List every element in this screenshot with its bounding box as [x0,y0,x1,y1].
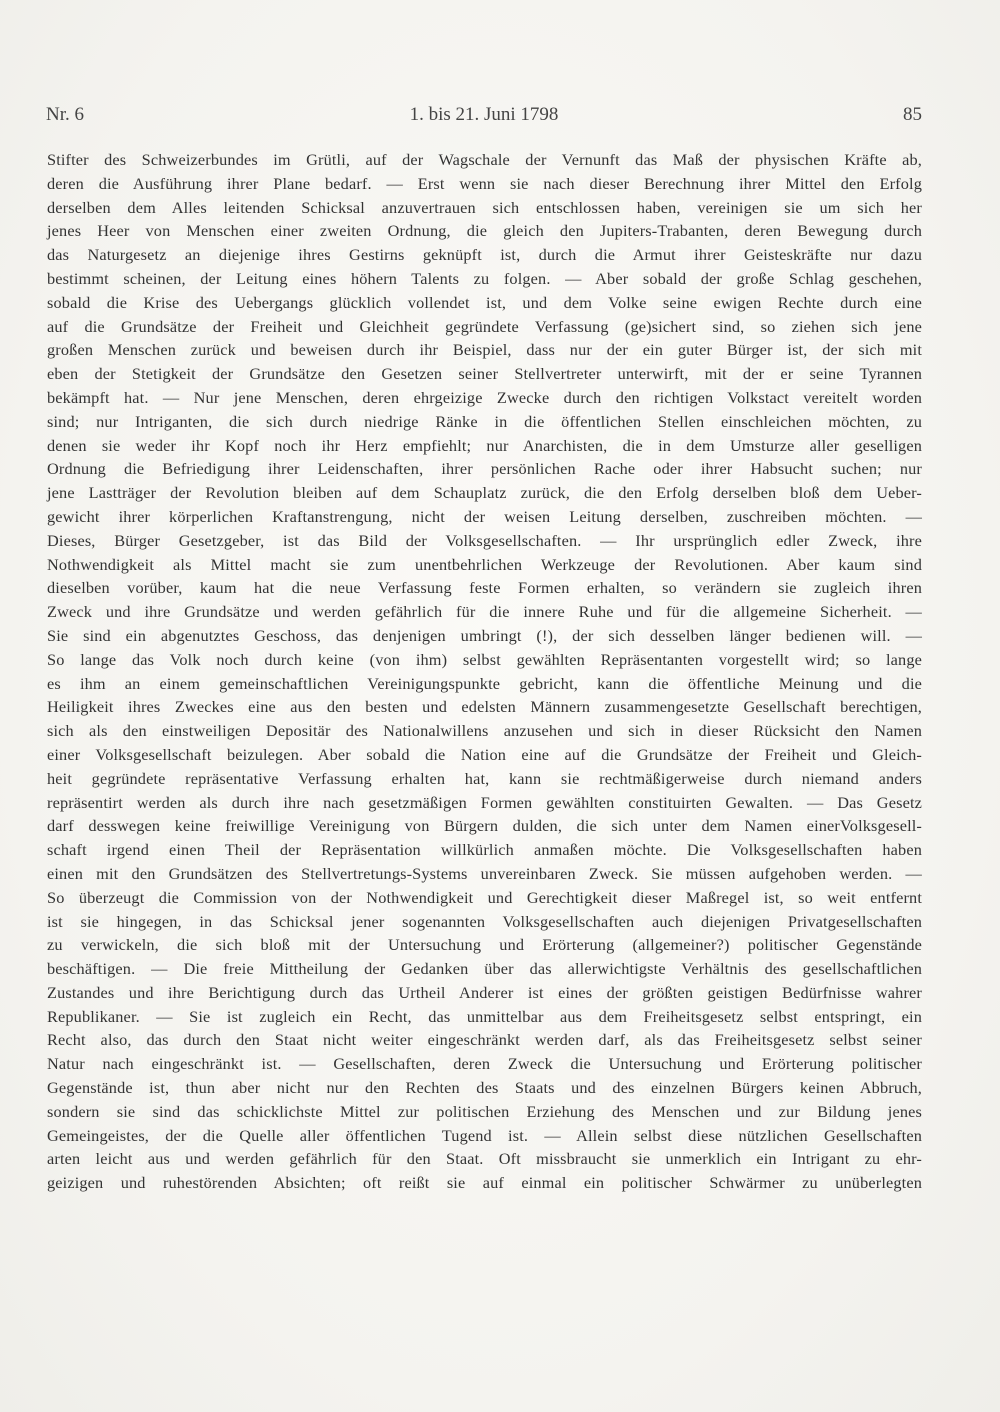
text-line: Zweck und ihre Grundsätze und werden gefährlich für die innere Ruhe und für die allgemeine Sicherheit. — [47,602,922,622]
running-header [46,104,922,128]
text-line: Gegenstände ist, thun aber nicht nur den Rechten des Staats und des einzelnen Bürgers keinen Abbruch, [47,1078,922,1098]
text-line: heit gegründete repräsentative Verfassung erhalten hat, kann sie rechtmäßigerweise durch niemand anders [47,768,922,788]
issue-date: 1. bis 21. Juni 1798 [409,104,559,125]
text-line: sich als den einstweiligen Depositär des Nationalwillens anzusehen und sich in dieser Rücksicht den Namen [47,721,922,741]
text-line: Dieses, Bürger Gesetzgeber, ist das Bild der Volksgesellschaften. — Ihr ursprünglich edler Zweck, ihre [47,530,922,550]
text-line: geizigen und ruhestörenden Absichten; oft reißt sie auf einmal ein politischer Schwärmer zu unüberlegten [47,1173,922,1193]
text-line: arten leicht aus und werden gefährlich für den Staat. Oft missbraucht sie unmerklich ein Intrigant zu ehr- [47,1149,922,1169]
issue-number: Nr. 6 [46,104,84,125]
text-line: Recht also, das durch den Staat nicht weiter eingeschränkt werden darf, als das Freiheitsgesetz selbst seiner [47,1030,922,1050]
text-line: jenes Heer von Menschen einer zweiten Ordnung, die gleich den Jupiters-Trabanten, deren Bewegung durch [47,221,922,241]
text-line: denen sie weder ihr Kopf noch ihr Herz empfiehlt; nur Anarchisten, die in dem Umsturze aller geselligen [47,435,922,455]
text-line: Republikaner. — Sie ist zugleich ein Recht, das unmittelbar aus dem Freiheitsgesetz selbst entspringt, ein [47,1006,922,1026]
text-line: zu verwickeln, die sich bloß mit der Untersuchung und Erörterung (allgemeiner?) politischer Gegenstände [47,935,922,955]
text-line: sobald die Krise des Uebergangs glücklich vollendet ist, und dem Volke seine ewigen Rechte durch eine [47,292,922,312]
text-line: derselben dem Alles leitenden Schicksal anzuvertrauen sich entschlossen haben, vereinigen sie um sich her [47,197,922,217]
text-line: großen Menschen zurück und beweisen durch ihr Beispiel, dass nur der ein guter Bürger ist, der sich mit [47,340,922,360]
text-line: ist sie hingegen, in das Schicksal jener sogenannten Volksgesellschaften auch diejenigen Privatgesellschaften [47,911,922,931]
text-line: sind; nur Intriganten, die sich durch niedrige Ränke in die öffentlichen Stellen einschleichen möchten, zu [47,411,922,431]
text-line: sondern sie sind das schicklichste Mittel zur politischen Erziehung des Menschen und zur Bildung jenes [47,1101,922,1121]
text-line: einen mit den Grundsätzen des Stellvertretungs-Systems unvereinbaren Zweck. Sie müssen aufgehoben werden. — [47,863,922,883]
text-line: Heiligkeit ihres Zweckes eine aus den besten und edelsten Männern zusammengesetzte Gesellschaft berechtigen, [47,697,922,717]
text-line: auf die Grundsätze der Freiheit und Gleichheit gegründete Verfassung (ge)sichert sind, so ziehen sich jene [47,316,922,336]
text-line: deren die Ausführung ihrer Plane bedarf. — Erst wenn sie nach dieser Berechnung ihrer Mittel den Erfolg [47,173,922,193]
text-line: schaft irgend einen Theil der Repräsentation willkürlich anmaßen möchte. Die Volksgesellschaften haben [47,840,922,860]
text-line: Zustandes und ihre Berichtigung durch das Urtheil Anderer ist eines der größten geistigen Bedürfnisse wahrer [47,982,922,1002]
text-line: Gemeingeistes, der die Quelle aller öffentlichen Tugend ist. — Allein selbst diese nützlichen Gesellschaften [47,1125,922,1145]
text-line: darf desswegen keine freiwillige Vereinigung von Bürgern dulden, die sich unter dem Namen einerVolksgesell- [47,816,922,836]
body-text [47,148,922,1195]
text-line: bestimmt scheinen, der Leitung eines höhern Talents zu folgen. — Aber sobald der große Schlag geschehen, [47,268,922,288]
text-line: einer Volksgesellschaft beizulegen. Aber sobald die Nation eine auf die Grundsätze der Freiheit und Gleich- [47,744,922,764]
text-line: Sie sind ein abgenutztes Geschoss, das denjenigen umbringt (!), der sich desselben länger bedienen will. — [47,625,922,645]
text-line: dieselben vorüber, kaum hat die neue Verfassung feste Formen erhalten, so verändern sie zugleich ihren [47,578,922,598]
text-line: Natur nach eingeschränkt ist. — Gesellschaften, deren Zweck die Untersuchung und Erörterung politischer [47,1054,922,1074]
text-line: das Naturgesetz an diejenige ihres Gestirns geknüpft ist, durch die Armut ihrer Geisteskräfte nur dazu [47,245,922,265]
text-line: So überzeugt die Commission von der Nothwendigkeit und Gerechtigkeit dieser Maßregel ist, so weit entfernt [47,887,922,907]
text-line: gewicht ihrer körperlichen Kraftanstrengung, nicht der weisen Leitung derselben, zuschreiben möchten. — [47,506,922,526]
text-line: Ordnung die Befriedigung ihrer Leidenschaften, ihrer persönlichen Rache oder ihrer Habsucht suchen; nur [47,459,922,479]
text-line: es ihm an einem gemeinschaftlichen Vereinigungspunkte gebricht, kann die öffentliche Meinung und die [47,673,922,693]
text-line: jene Lastträger der Revolution bleiben auf dem Schauplatz zurück, die den Erfolg derselben bloß dem Ueber- [47,483,922,503]
text-line: So lange das Volk noch durch keine (von ihm) selbst gewählten Repräsentanten vorgestellt wird; so lange [47,649,922,669]
text-line: Stifter des Schweizerbundes im Grütli, auf der Wagschale der Vernunft das Maß der physischen Kräfte ab, [47,150,922,169]
page-number: 85 [903,104,922,125]
text-line: eben der Stetigkeit der Grundsätze den Gesetzen seiner Stellvertreter unterwirft, mit der er seine Tyrannen [47,364,922,384]
text-line: Nothwendigkeit als Mittel macht sie zum unentbehrlichen Werkzeuge der Revolutionen. Aber kaum sind [47,554,922,574]
text-line: bekämpft hat. — Nur jene Menschen, deren ehrgeizige Zwecke durch den richtigen Volkstact vereitelt worden [47,387,922,407]
text-line: beschäftigen. — Die freie Mittheilung der Gedanken über das allerwichtigste Verhältnis des gesellschaftlichen [47,959,922,979]
text-line: repräsentirt werden als durch ihre nach gesetzmäßigen Formen gewählten constituirten Gewalten. — Das Gesetz [47,792,922,812]
